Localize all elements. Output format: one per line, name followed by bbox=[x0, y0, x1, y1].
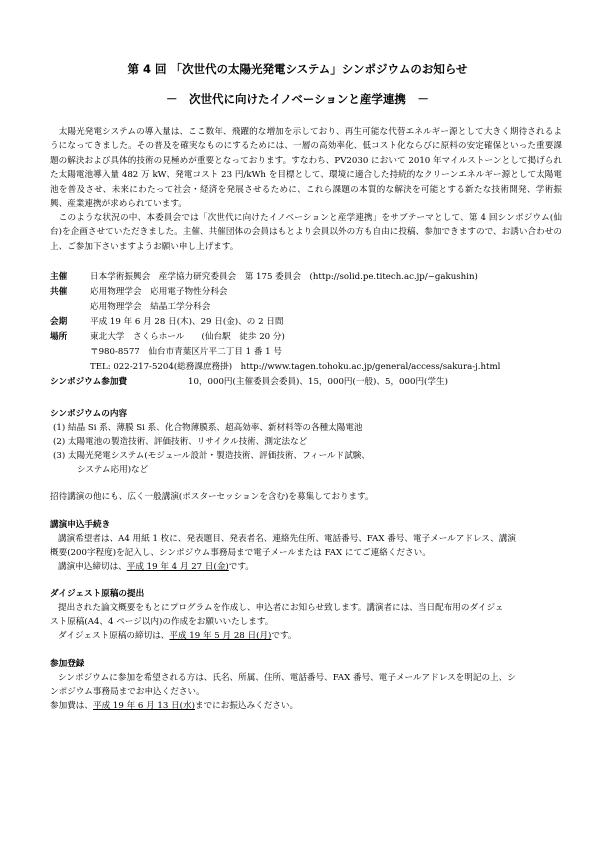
registration-fee-date: 平成 19 年 6 月 13 日(水) bbox=[92, 701, 195, 711]
digest-deadline-suffix: です。 bbox=[271, 631, 297, 641]
application-deadline bbox=[58, 560, 254, 572]
application-deadline-suffix: です。 bbox=[228, 562, 254, 572]
venue-value-2: 〒980-8577 仙台市青葉区片平二丁目 1 番 1 号 bbox=[90, 347, 282, 357]
registration-fee-prefix: 参加費は、 bbox=[50, 701, 93, 711]
digest-deadline bbox=[58, 629, 296, 641]
registration-fee bbox=[50, 699, 298, 711]
intro-paragraph-2-text: このような状況の中、本委員会では「次世代に向けたイノベーションと産学連携」をサブテーマとして、第 4 回シンポジウム(仙台)を企画させていただきました。主催、共催団体の会員はもとより会員以外の方も自由に投稿、参加できますので、お誘い合わせの上、ご参加下さいますようお願い申し上げます。 bbox=[50, 213, 562, 252]
application-deadline-date: 平成 19 年 4 月 27 日(金) bbox=[126, 562, 229, 572]
poster-note: 招待講演の他にも、広く一般講演(ポスターセッションを含む)を募集しております。 bbox=[50, 492, 374, 502]
period-value: 平成 19 年 6 月 28 日(木)、29 日(金)、の 2 日間 bbox=[90, 317, 284, 327]
contents-item-2: (2) 太陽電池の製造技術、評価技術、リサイクル技術、測定法など bbox=[53, 437, 308, 447]
digest-line-1: 提出された論文概要をもとにプログラムを作成し、申込者にお知らせ致します。講演者には、当日配布用のダイジェ bbox=[58, 603, 504, 613]
registration-heading: 参加登録 bbox=[50, 659, 85, 669]
cosponsor-value-2: 応用物理学会 結晶工学分科会 bbox=[90, 302, 211, 312]
registration-line-2: ンポジウム事務局までお申込ください。 bbox=[50, 687, 205, 697]
organizer-label: 主催 bbox=[50, 272, 68, 282]
venue-value-3: TEL: 022-217-5204(総務課庶務掛) http://www.tagen.tohoku.ac.jp/general/access/sakura-j.html bbox=[90, 362, 501, 372]
organizer-value: 日本学術振興会 産学協力研究委員会 第 175 委員会 (http://solid.pe.titech.ac.jp/~gakushin) bbox=[90, 272, 478, 282]
registration-fee-suffix: までにお振込みください。 bbox=[194, 701, 299, 711]
venue-label: 場所 bbox=[50, 332, 68, 342]
cosponsor-label: 共催 bbox=[50, 287, 68, 297]
intro-paragraph-2 bbox=[50, 211, 562, 254]
page-subtitle: － 次世代に向けたイノベーションと産学連携 － bbox=[166, 92, 429, 106]
application-line-1: 講演希望者は、A4 用紙 1 枚に、発表題目、発表者名、連絡先住所、電話番号、FAX 番号、電子メールアドレス、講演 bbox=[58, 534, 516, 544]
application-deadline-prefix: 講演申込締切は、 bbox=[58, 562, 127, 572]
period-label: 会期 bbox=[50, 317, 68, 327]
fee-label: シンポジウム参加費 bbox=[50, 377, 128, 387]
digest-line-2: スト原稿(A4、4 ページ以内)の作成をお願いいたします。 bbox=[50, 617, 274, 627]
page-title: 第 4 回 「次世代の太陽光発電システム」シンポジウムのお知らせ bbox=[127, 62, 468, 76]
fee-value: 10，000円(主催委員会委員)、15，000円(一般)、5，000円(学生) bbox=[188, 377, 448, 387]
intro-paragraph-1 bbox=[50, 125, 562, 211]
contents-item-3: (3) 太陽光発電システム(モジュール設計・製造技術、評価技術、フィールド試験、 bbox=[53, 451, 370, 461]
contents-heading: シンポジウムの内容 bbox=[50, 409, 128, 419]
contents-item-3-continued: システム応用)など bbox=[77, 465, 149, 475]
application-line-2: 概要(200字程度)を記入し、シンポジウム事務局まで電子メールまたは FAX にてご連絡ください。 bbox=[50, 548, 431, 558]
digest-heading: ダイジェスト原稿の提出 bbox=[50, 589, 145, 599]
digest-deadline-prefix: ダイジェスト原稿の締切は、 bbox=[58, 631, 170, 641]
cosponsor-value-1: 応用物理学会 応用電子物性分科会 bbox=[90, 287, 228, 297]
registration-line-1: シンポジウムに参加を希望される方は、氏名、所属、住所、電話番号、FAX 番号、電子メールアドレスを明記の上、シ bbox=[58, 673, 516, 683]
digest-deadline-date: 平成 19 年 5 月 28 日(月) bbox=[169, 631, 272, 641]
venue-value-1: 東北大学 さくらホール (仙台駅 徒歩 20 分) bbox=[90, 332, 285, 342]
intro-paragraph-1-text: 太陽光発電システムの導入量は、ここ数年、飛躍的な増加を示しており、再生可能な代替エネルギー源として大きく期待されるようになってきました。その普及を確実なものにするためには、一層の高効率化、低コスト化ならびに原料の安定確保といった重要課題の解決および具体的技術の見極めが重要となっております。すなわち、PV2030 において 2010 年マイルストーンとして掲げられた太陽電池導入量 482 万 kW、発電コスト 23 円/kWh を目標として、環境に適合した持続的なクリーンエネルギー源として太陽電池を普及させ、未来にわたって社会・経済を発展させるために、これら課題の本質的な解決を可能とする新たな技術開発、学術振興、産業連携が求められています。 bbox=[50, 127, 562, 210]
contents-item-1: (1) 結晶 Si 系、薄膜 Si 系、化合物薄膜系、超高効率、新材料等の各種太陽電池 bbox=[53, 423, 363, 433]
application-heading: 講演申込手続き bbox=[50, 520, 111, 530]
